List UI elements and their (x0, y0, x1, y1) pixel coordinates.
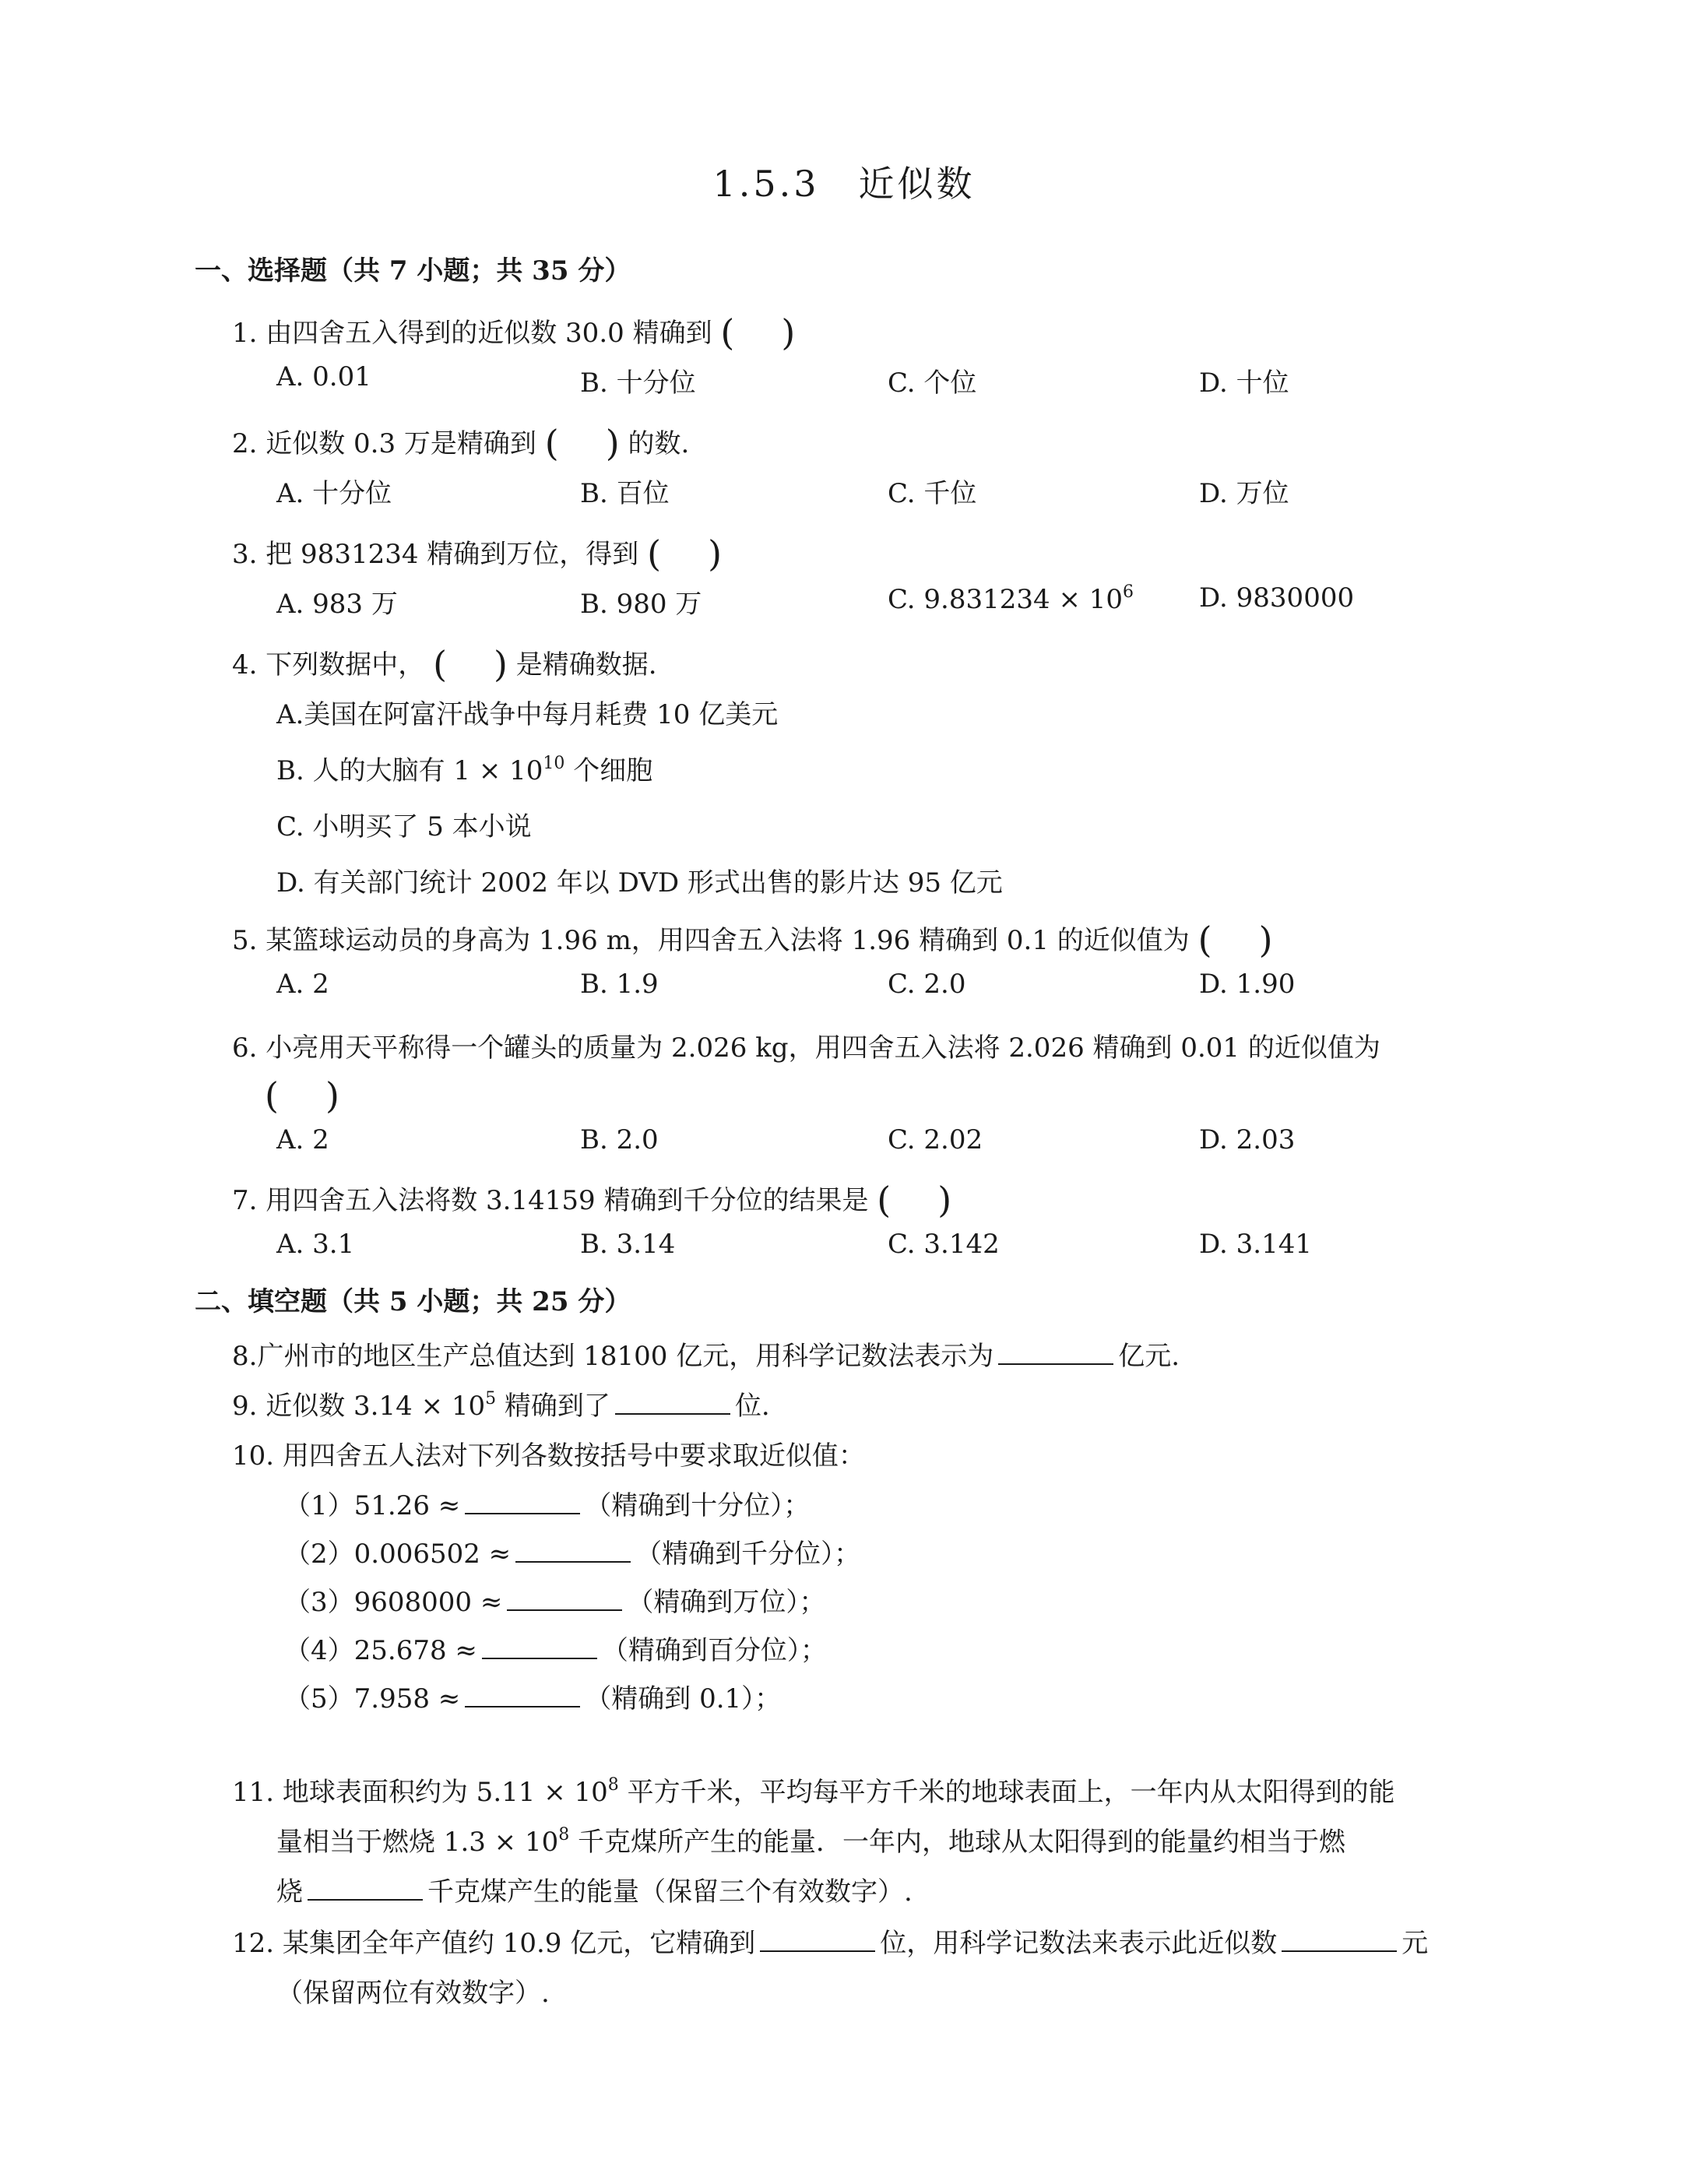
q9-answer-blank[interactable] (615, 1412, 730, 1415)
q10-item-5: （5）7.958 ≈ （精确到 0.1）； (284, 1683, 782, 1714)
question-2: 2. 近似数 0.3 万是精确到 ( ) 的数. (232, 422, 690, 464)
question-7: 7. 用四舍五入法将数 3.14159 精确到千分位的结果是 ( ) (232, 1179, 952, 1221)
page-title: 1.5.3 近似数 (712, 163, 976, 205)
q12-digit-answer-blank[interactable] (760, 1950, 875, 1952)
question-6: 6. 小亮用天平称得一个罐头的质量为 2.026 kg，用四舍五入法将 2.026 精确到 0.01 的近似值为 (232, 1032, 1380, 1064)
q10-item-3: （3）9608000 ≈ （精确到万位）； (284, 1587, 826, 1618)
question-12-line-2: （保留两位有效数字）. (276, 1978, 550, 2009)
q2-option-b: B. 百位 (580, 478, 670, 509)
q1-option-a: A. 0.01 (276, 361, 371, 392)
q7-option-c: C. 3.142 (888, 1229, 1000, 1260)
q1-option-c: C. 个位 (888, 368, 977, 399)
question-8: 8.广州市的地区生产总值达到 18100 亿元，用科学记数法表示为 亿元. (232, 1341, 1180, 1372)
q10-2-answer-blank[interactable] (515, 1560, 631, 1563)
q10-3-answer-blank[interactable] (507, 1609, 622, 1611)
q5-option-c: C. 2.0 (888, 969, 966, 1000)
q2-option-a: A. 十分位 (276, 478, 392, 509)
section-heading-fill-blank: 二、填空题（共 5 小题；共 25 分） (195, 1286, 631, 1317)
q5-option-a: A. 2 (276, 969, 329, 1000)
q8-answer-blank[interactable] (998, 1363, 1113, 1365)
q10-item-1: （1）51.26 ≈ （精确到十分位）； (284, 1490, 811, 1521)
q12-scientific-answer-blank[interactable] (1282, 1950, 1397, 1952)
q3-option-a: A. 983 万 (276, 589, 398, 620)
question-11-line-3: 烧 千克煤产生的能量（保留三个有效数字）. (276, 1876, 913, 1908)
question-6-blank: ( ) (265, 1074, 339, 1117)
q7-option-b: B. 3.14 (580, 1229, 676, 1260)
q4-option-c: C. 小明买了 5 本小说 (276, 811, 532, 842)
question-9: 9. 近似数 $3.14 \times 10^5$ 精确到了 位. (232, 1389, 770, 1422)
q1-option-b: B. 十分位 (580, 368, 696, 399)
q6-option-b: B. 2.0 (580, 1124, 659, 1155)
q2-option-d: D. 万位 (1199, 478, 1289, 509)
q6-option-c: C. 2.02 (888, 1124, 983, 1155)
q6-option-d: D. 2.03 (1199, 1124, 1296, 1155)
q5-option-b: B. 1.9 (580, 969, 659, 1000)
q4-option-b: B. 人的大脑有 $1 \times 10^{10}$ 个细胞 (276, 754, 653, 786)
q1-option-d: D. 十位 (1199, 368, 1289, 399)
q10-5-answer-blank[interactable] (465, 1705, 580, 1707)
q3-option-d: D. 9830000 (1199, 582, 1355, 614)
q5-option-d: D. 1.90 (1199, 969, 1296, 1000)
question-4: 4. 下列数据中， ( ) 是精确数据. (232, 643, 657, 685)
question-12-line-1: 12. 某集团全年产值约 10.9 亿元，它精确到 位，用科学记数法来表示此近似数 元 (232, 1928, 1429, 1959)
section-heading-choice: 一、选择题（共 7 小题；共 35 分） (195, 255, 631, 287)
q3-option-b: B. 980 万 (580, 589, 702, 620)
question-3: 3. 把 9831234 精确到万位，得到 ( ) (232, 533, 723, 575)
question-11-line-2: 量相当于燃烧 $1.3 \times 10^8$ 千克煤所产生的能量．一年内，地球从太阳得到的能量约相当于燃 (276, 1825, 1346, 1858)
q11-answer-blank[interactable] (308, 1898, 423, 1901)
q7-option-d: D. 3.141 (1199, 1229, 1312, 1260)
q6-option-a: A. 2 (276, 1124, 329, 1155)
q7-option-a: A. 3.1 (276, 1229, 355, 1260)
q10-4-answer-blank[interactable] (482, 1657, 597, 1659)
q10-item-4: （4）25.678 ≈ （精确到百分位）； (284, 1635, 827, 1666)
q2-option-c: C. 千位 (888, 478, 977, 509)
question-10: 10. 用四舍五人法对下列各数按括号中要求取近似值： (232, 1440, 865, 1472)
question-5: 5. 某篮球运动员的身高为 1.96 m，用四舍五入法将 1.96 精确到 0.1 的近似值为 ( ) (232, 919, 1273, 961)
q3-option-c: C. $9.831234 \times 10^6$ (888, 582, 1134, 615)
question-1: 1. 由四舍五入得到的近似数 30.0 精确到 ( ) (232, 311, 796, 353)
q10-item-2: （2）0.006502 ≈ （精确到千分位）； (284, 1539, 861, 1570)
q4-option-a: A.美国在阿富汗战争中每月耗费 10 亿美元 (276, 699, 779, 730)
question-11-line-1: 11. 地球表面积约为 $5.11 \times 10^8$ 平方千米，平均每平方千米的地球表面上，一年内从太阳得到的能 (232, 1775, 1395, 1808)
q10-1-answer-blank[interactable] (465, 1512, 580, 1514)
q4-option-d: D. 有关部门统计 2002 年以 DVD 形式出售的影片达 95 亿元 (276, 867, 1003, 899)
